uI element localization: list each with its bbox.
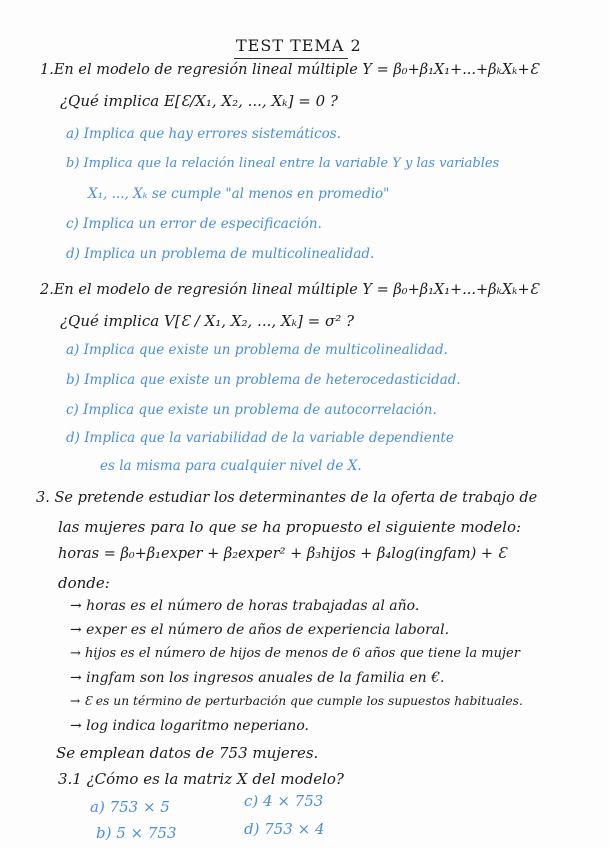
page-title: TEST TEMA 2 (236, 36, 362, 55)
q2-option-d: d) Implica que la variabilidad de la variable dependiente (66, 430, 454, 446)
q2-option-d-cont: es la misma para cualquier nivel de X. (100, 458, 362, 474)
q3-def-exper: → exper es el número de años de experiencia laboral. (70, 622, 450, 638)
q3-data-note: Se emplean datos de 753 mujeres. (56, 744, 319, 762)
q1-option-b: b) Implica que la relación lineal entre la variable Y y las variables (66, 156, 500, 171)
q3-1-answer-b: b) 5 × 753 (96, 824, 177, 842)
q3-1-answer-c: c) 4 × 753 (244, 792, 324, 810)
q3-intro-line2: las mujeres para lo que se ha propuesto el siguiente modelo: (58, 518, 522, 536)
q3-donde: donde: (58, 574, 110, 592)
q3-model-equation: horas = β₀+β₁exper + β₂exper² + β₃hijos + β₄log(ingfam) + Ɛ (58, 546, 507, 562)
title-underline (234, 58, 348, 59)
q2-question: ¿Qué implica V[Ɛ / X₁, X₂, ..., Xₖ] = σ² ? (60, 312, 355, 330)
q1-option-c: c) Implica un error de especificación. (66, 216, 322, 232)
q3-def-log: → log indica logaritmo neperiano. (70, 718, 309, 734)
q2-option-c: c) Implica que existe un problema de autocorrelación. (66, 402, 437, 418)
q3-intro-line1: 3. Se pretende estudiar los determinantes de la oferta de trabajo de (36, 490, 538, 506)
q3-def-ingfam: → ingfam son los ingresos anuales de la familia en €. (70, 670, 445, 686)
q1-option-d: d) Implica un problema de multicolinealidad. (66, 246, 375, 262)
q3-def-error: → Ɛ es un término de perturbación que cumple los supuestos habituales. (70, 694, 523, 708)
q2-option-b: b) Implica que existe un problema de heterocedasticidad. (66, 372, 461, 388)
q3-1-answer-a: a) 753 × 5 (90, 798, 170, 816)
q1-statement: 1.En el modelo de regresión lineal múltiple Y = β₀+β₁X₁+...+βₖXₖ+Ɛ (40, 62, 539, 78)
q2-statement: 2.En el modelo de regresión lineal múltiple Y = β₀+β₁X₁+...+βₖXₖ+Ɛ (40, 282, 539, 298)
q3-1-question: 3.1 ¿Cómo es la matriz X del modelo? (58, 770, 344, 788)
q1-option-b-cont: X₁, ..., Xₖ se cumple "al menos en promedio" (88, 186, 390, 202)
q3-def-horas: → horas es el número de horas trabajadas al año. (70, 598, 420, 614)
q1-question: ¿Qué implica E[Ɛ/X₁, X₂, ..., Xₖ] = 0 ? (60, 92, 338, 110)
q2-option-a: a) Implica que existe un problema de multicolinealidad. (66, 342, 448, 358)
q3-1-answer-d: d) 753 × 4 (244, 820, 325, 838)
q1-option-a: a) Implica que hay errores sistemáticos. (66, 126, 341, 142)
q3-def-hijos: → hijos es el número de hijos de menos de 6 años que tiene la mujer (70, 646, 520, 661)
